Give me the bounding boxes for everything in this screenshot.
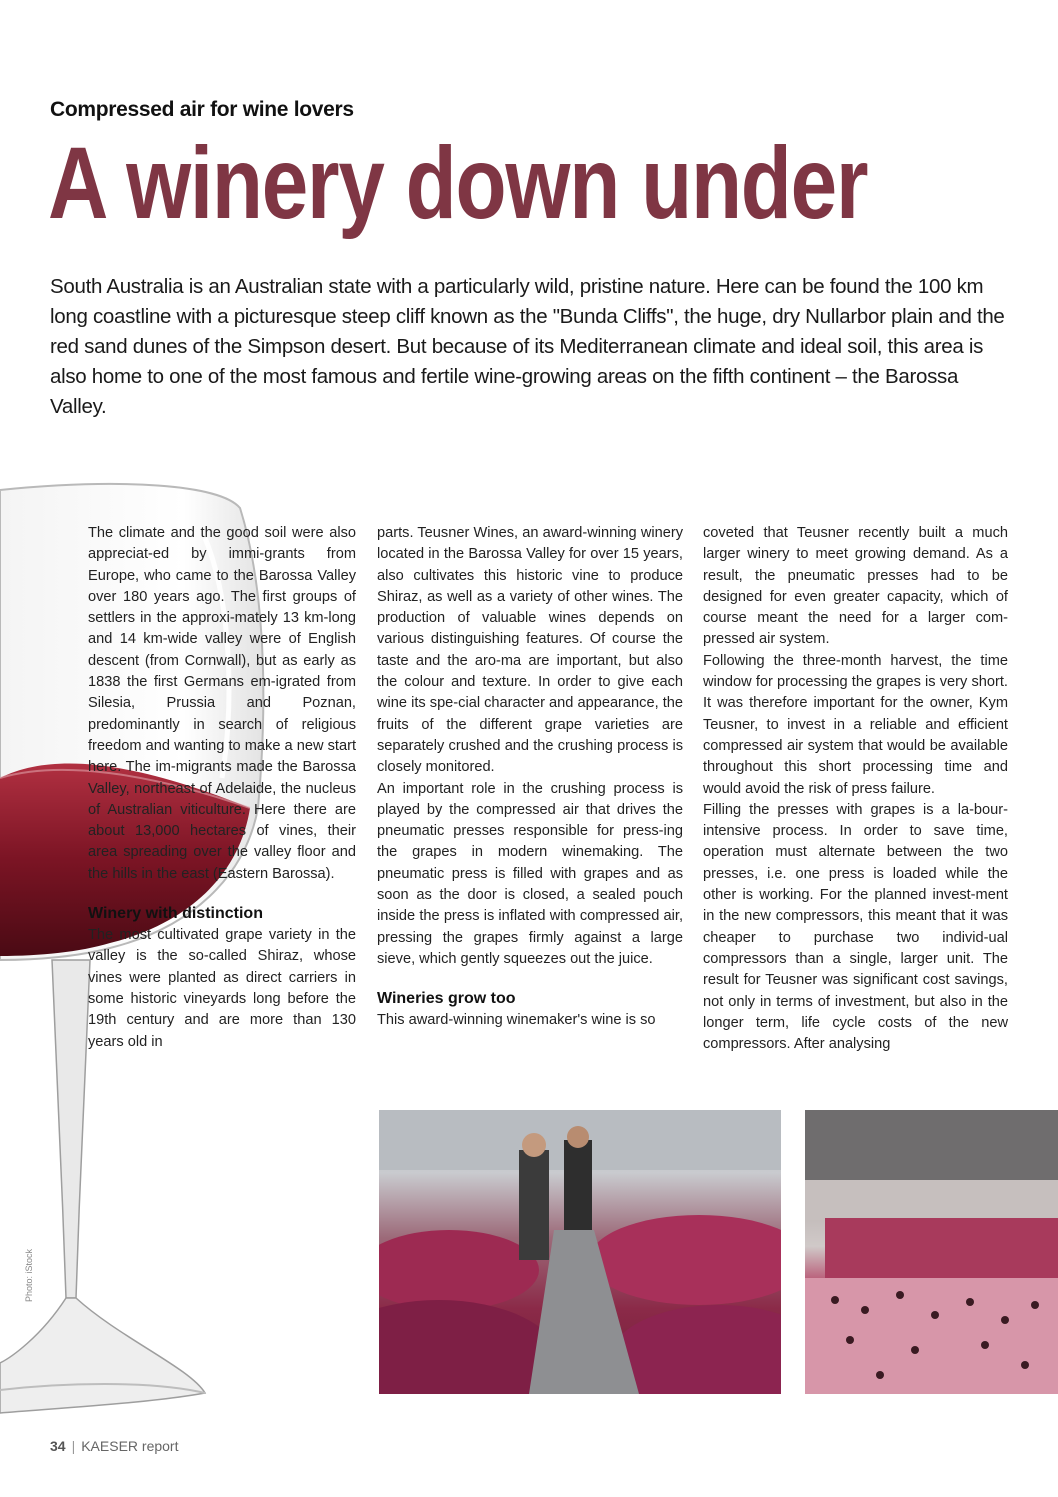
section-heading: Wineries grow too	[377, 990, 516, 1008]
lead-paragraph	[50, 272, 1010, 422]
text-column-3	[703, 523, 1008, 1055]
paragraph: The climate and the good soil were also appreciat-ed by immi-grants from Europe, who came to the Barossa Valley over 180 years ago. The first groups of settlers in the approxi-mately 13 km-long and 14 km-wide valley were of English descent (from Cornwall), but as early as 1838 the first Germans em-igrated from Silesia, Prussia and Poznan, predominantly in search of religious freedom and wanting to make a new start here. The im-migrants made the Barossa Valley, northeast of Adelaide, the nucleus of Australian viticulture. Here there are about 13,000 hectares of vines, their area spreading over the valley floor and the hills in the east (Eastern Barossa).	[88, 525, 356, 882]
page-number: 34	[50, 1438, 66, 1454]
text-column-1	[88, 523, 356, 1053]
publication-name: KAESER report	[81, 1438, 179, 1454]
paragraph: Following the three-month harvest, the time window for processing the grapes is very short. It was therefore important for the owner, Kym Teusner, to invest in a reliable and efficient compressed air system that would be available throughout this short processing time and would avoid the risk of press failure.	[703, 652, 1008, 797]
paragraph: This award-winning winemaker's wine is so	[377, 1012, 656, 1029]
paragraph: parts. Teusner Wines, an award-winning winery located in the Barossa Valley for over 15 years, also cultivates this historic vine to produce Shiraz, as well as a variety of other wines. The production of valuable wines depends on various distinguishing features. Of course the taste and the aro-ma are important, but also the colour and texture. In order to give each wine its spe-cial character and appearance, the fruits of the different grape varieties are separately crushed and the crushing process is closely monitored.	[377, 525, 683, 776]
lead-text: South Australia is an Australian state with a particularly wild, pristine nature. Here can be found the 100 km long coastline with a picturesque steep cliff known as the "Bunda Cliffs", the huge, dry Nullarbor plain and the red sand dunes of the Simpson desert. But because of its Mediterranean climate and ideal soil, this area is also home to one of the most famous and fertile wine-growing areas on the fifth continent – the Barossa Valley.	[50, 275, 1005, 418]
footer-separator: |	[71, 1438, 76, 1454]
section-heading: Winery with distinction	[88, 905, 263, 923]
paragraph: The most cultivated grape variety in the valley is the so-called Shiraz, whose vines were planted as direct carriers in some historic vineyards long before the 19th century and are more than 130 years old in	[88, 927, 356, 1050]
grape-press-photo	[805, 1110, 1058, 1394]
page-footer	[50, 1438, 178, 1454]
text-column-2	[377, 523, 683, 1032]
kicker: Compressed air for wine lovers	[50, 98, 354, 121]
winery-workers-photo	[379, 1110, 781, 1394]
paragraph: Filling the presses with grapes is a la-bour-intensive process. In order to save time, operation must alternate between the two presses, i.e. one press is loaded while the other is working. For the planned invest-ment in the new compressors, this meant that it was cheaper to purchase two individ-ual compressors than a single, larger unit. The result for Teusner was significant cost savings, not only in terms of investment, but also in the longer term, life cycle costs of the new compressors. After analysing	[703, 801, 1008, 1053]
page-title: A winery down under	[48, 126, 868, 240]
paragraph: An important role in the crushing process is played by the compressed air that drives the pneumatic presses responsible for press-ing the grapes in modern winemaking. The pneumatic press is filled with grapes and as soon as the door is closed, a sealed pouch inside the press is inflated with compressed air, pressing the grapes firmly against a large sieve, which gently squeezes out the juice.	[377, 780, 683, 967]
photo-credit: Photo: iStock	[24, 1248, 34, 1302]
paragraph: coveted that Teusner recently built a much larger winery to meet growing demand. As a result, the pneumatic presses had to be designed for even greater capacity, which of course meant the need for a larger com-pressed air system.	[703, 525, 1008, 648]
